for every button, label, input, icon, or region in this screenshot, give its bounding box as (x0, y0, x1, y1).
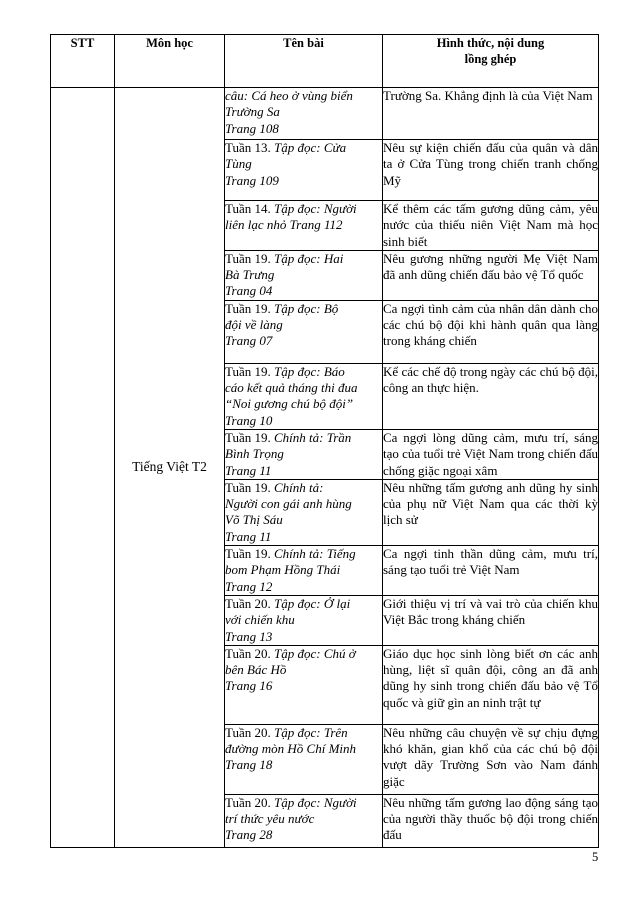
lesson-line (225, 827, 382, 843)
lesson-text: Chính tả: Tiếng (274, 546, 356, 562)
lesson-line (225, 430, 382, 446)
content-cell: Kể thêm các tấm gương dũng cảm, yêu nước của thiếu niên Việt Nam mà học sinh biết (383, 201, 598, 249)
content-cell: Ca ngợi tinh thần dũng cảm, mưu trí, sáng tạo tuổi trẻ Việt Nam (383, 546, 599, 596)
lesson-line (225, 811, 382, 827)
lesson-text: bom Phạm Hồng Thái (225, 562, 341, 578)
lesson-text: Trường Sa (225, 104, 280, 120)
subject-cell (115, 88, 225, 848)
lesson-text: Trang 18 (225, 757, 273, 773)
lesson-text: Bình Trọng (225, 446, 284, 462)
lesson-line (225, 579, 382, 595)
lesson-cell (225, 140, 383, 201)
header-hinh-thuc-line2: lồng ghép (464, 52, 517, 66)
lesson-text: Tùng (225, 156, 252, 172)
page-number: 5 (592, 850, 599, 864)
lesson-week: Tuần 19. (225, 363, 271, 379)
content-cell: Nêu những tấm gương anh dũng hy sinh của phụ nữ Việt Nam qua các thời kỳ lịch sử (383, 479, 599, 545)
lesson-cell (225, 724, 383, 794)
lesson-text: Trang 07 (225, 333, 273, 349)
content-cell: Nêu những tấm gương lao động sáng tạo của người thầy thuốc bộ đội trong chiến đấu (383, 794, 599, 847)
lesson-line (225, 741, 382, 757)
lesson-line (225, 562, 382, 578)
lesson-text: Trang 109 (225, 172, 279, 188)
header-ten-bai: Tên bài (225, 35, 383, 88)
lesson-cell (225, 546, 383, 596)
table-header-row (51, 35, 599, 88)
lesson-text: Tập đọc: Ở lại (274, 595, 351, 611)
table-row (51, 88, 599, 140)
header-mon-hoc: Môn học (115, 35, 225, 88)
header-hinh-thuc (383, 35, 599, 88)
content-cell: Nêu những câu chuyện về sự chịu đựng khó khăn, gian khổ của các chú bộ đội vượt dãy Trường Sơn vào Nam đánh giặc (383, 724, 599, 794)
content-cell: Ca ngợi tình cảm của nhân dân dành cho các chú bộ đội khi hành quân qua làng trong kháng chiến (383, 300, 599, 363)
lesson-line (225, 463, 382, 479)
lesson-text: trí thức yêu nước (225, 811, 315, 827)
lesson-line (225, 446, 382, 462)
lesson-cell (225, 300, 383, 363)
lesson-text: bên Bác Hồ (225, 662, 287, 678)
lesson-text: “Noi gương chú bộ đội” (225, 396, 354, 412)
lesson-text: Trang 11 (225, 462, 272, 478)
lesson-cell (225, 429, 383, 479)
content-cell: Trường Sa. Khẳng định là của Việt Nam (383, 88, 599, 140)
lesson-text: Chính tả: Trần (274, 429, 352, 445)
lesson-line (225, 757, 382, 773)
lesson-text: Trang 13 (225, 628, 273, 644)
lesson-line (225, 546, 382, 562)
lesson-week: Tuần 20. (225, 645, 271, 661)
lesson-line (225, 512, 382, 528)
lesson-line (225, 529, 382, 545)
lesson-text: Tập đọc: Người (274, 201, 357, 216)
lesson-week: Tuần 13. (225, 140, 271, 155)
lesson-text: Tập đọc: Chú ở (274, 645, 356, 661)
lesson-text: Tập đọc: Trên (274, 724, 348, 740)
lesson-text: Trang 11 (225, 528, 272, 544)
lesson-text: Chính tả: (274, 479, 324, 495)
lesson-line (225, 380, 382, 396)
content-cell: Kể các chế độ trong ngày các chú bộ đội, công an thực hiện. (383, 363, 599, 429)
stt-cell (51, 88, 115, 848)
lesson-line (225, 662, 382, 678)
lesson-text: Tập đọc: Cửa (274, 140, 347, 155)
lesson-week: Tuần 20. (225, 595, 271, 611)
content-cell: Ca ngợi lòng dũng cảm, mưu trí, sáng tạo của tuổi trẻ Việt Nam trong chiến đấu chống giặc ngoại xâm (383, 429, 598, 478)
content-cell: Nêu gương những người Mẹ Việt Nam đã anh dũng chiến đấu bảo vệ Tổ quốc (383, 250, 599, 300)
lesson-cell (225, 88, 383, 140)
lesson-cell (225, 201, 383, 251)
lesson-text: câu: Cá heo ở vùng biển (225, 88, 353, 103)
lesson-line (225, 104, 382, 120)
lesson-text: Trang 10 (225, 412, 273, 428)
lesson-line (225, 496, 382, 512)
lesson-text: Tập đọc: Báo (274, 363, 345, 379)
lesson-line (225, 795, 382, 811)
lesson-line (225, 333, 382, 349)
lesson-text: Trang 28 (225, 827, 273, 843)
lesson-line (225, 217, 382, 233)
lesson-line (225, 251, 382, 267)
lesson-cell (225, 645, 383, 724)
content-cell: Giáo dục học sinh lòng biết ơn các anh hùng, liệt sĩ quân đội, công an đã anh dũng hy sinh trong chiến đấu bảo vệ Tổ quốc và giữ gìn an ninh trật tự (383, 645, 599, 724)
lesson-week: Tuần 19. (225, 546, 271, 562)
header-hinh-thuc-line1: Hình thức, nội dung (436, 36, 545, 50)
lesson-text: Võ Thị Sáu (225, 512, 283, 528)
lesson-line (225, 140, 382, 156)
lesson-line (225, 396, 382, 412)
lesson-text: Tập đọc: Bộ (274, 300, 339, 316)
lesson-week: Tuần 20. (225, 724, 271, 740)
lesson-text: Trang 16 (225, 678, 273, 694)
lesson-text: Tập đọc: Người (274, 794, 357, 810)
lesson-week: Tuần 19. (225, 479, 271, 495)
lesson-text: Trang 12 (225, 578, 273, 594)
lesson-line (225, 596, 382, 612)
lesson-cell (225, 250, 383, 300)
content-cell: Giới thiệu vị trí và vai trò của chiến khu Việt Bắc trong kháng chiến (383, 595, 599, 645)
lesson-text: đội về làng (225, 317, 283, 333)
lesson-week: Tuần 14. (225, 201, 271, 216)
lesson-line (225, 173, 382, 189)
lesson-text: Trang 108 (225, 120, 279, 136)
content-cell: Nêu sự kiện chiến đấu của quân và dân ta ở Cửa Tùng trong chiến tranh chống Mỹ (383, 140, 599, 201)
lesson-line (225, 413, 382, 429)
lesson-line (225, 317, 382, 333)
lesson-line (225, 267, 382, 283)
lesson-line (225, 283, 382, 299)
lesson-line (225, 678, 382, 694)
lesson-line (225, 629, 382, 645)
lesson-cell (225, 479, 383, 545)
lesson-week: Tuần 20. (225, 794, 271, 810)
lesson-text: Bà Trưng (225, 267, 275, 283)
lesson-text: đường mòn Hồ Chí Minh (225, 741, 357, 757)
header-stt: STT (51, 35, 115, 88)
lesson-text: với chiến khu (225, 612, 295, 628)
lesson-text: Trang 04 (225, 283, 273, 299)
lesson-text: cáo kết quả tháng thi đua (225, 380, 358, 396)
lesson-line (225, 201, 382, 217)
lesson-line (225, 88, 382, 104)
lesson-table (50, 34, 599, 848)
lesson-line (225, 646, 382, 662)
lesson-line (225, 121, 382, 137)
subject-label: Tiếng Việt T2 (132, 459, 207, 475)
lesson-line (225, 156, 382, 172)
lesson-text: Người con gái anh hùng (225, 496, 352, 512)
lesson-text: Tập đọc: Hai (274, 250, 344, 266)
lesson-line (225, 725, 382, 741)
lesson-line (225, 364, 382, 380)
lesson-week: Tuần 19. (225, 300, 271, 316)
lesson-line (225, 612, 382, 628)
lesson-line (225, 480, 382, 496)
lesson-week: Tuần 19. (225, 250, 271, 266)
lesson-text: liên lạc nhỏ Trang 112 (225, 217, 343, 233)
lesson-cell (225, 794, 383, 847)
lesson-line (225, 301, 382, 317)
lesson-cell (225, 595, 383, 645)
lesson-cell (225, 363, 383, 429)
lesson-week: Tuần 19. (225, 429, 271, 445)
